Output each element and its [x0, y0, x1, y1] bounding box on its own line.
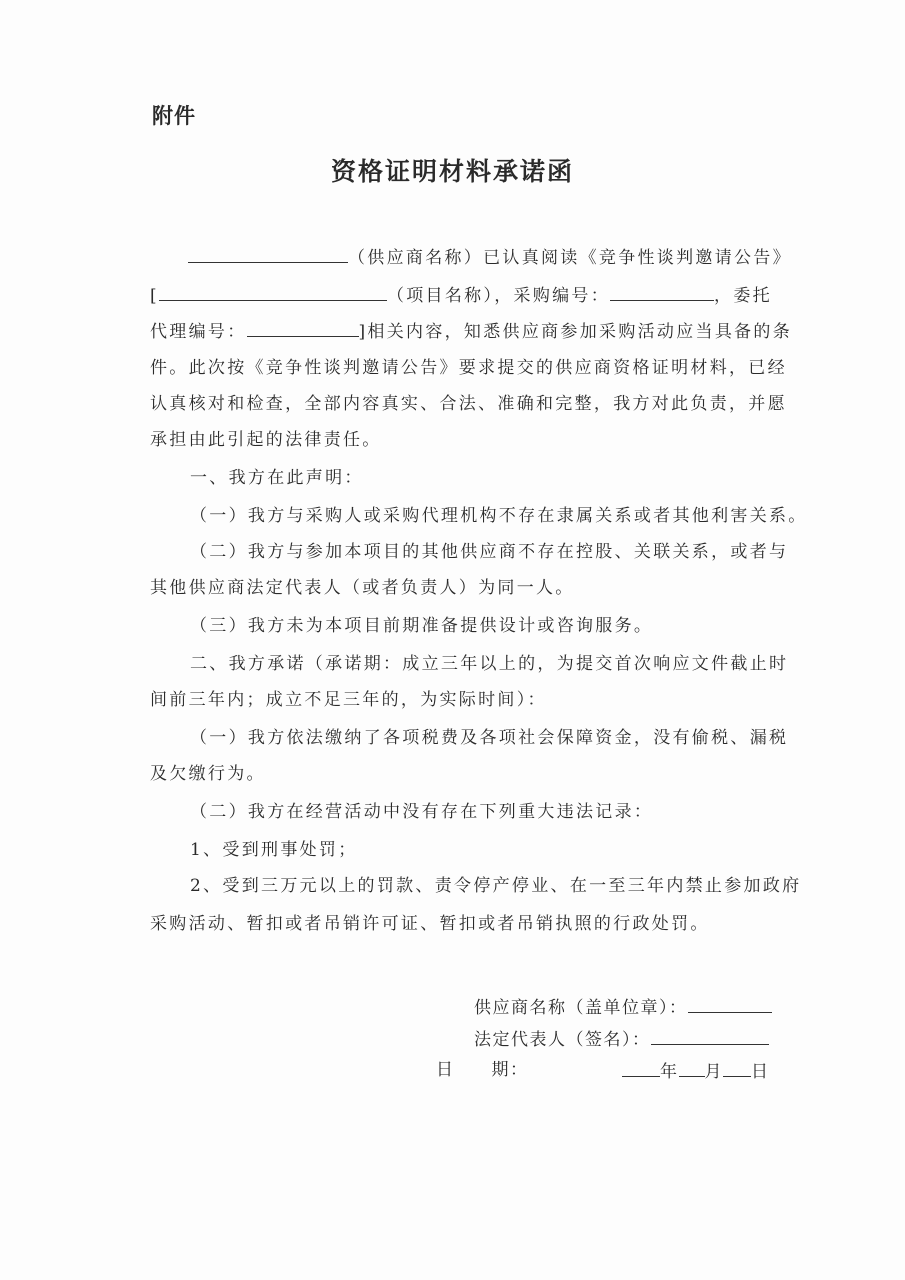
list-item: （一）我方与采购人或采购代理机构不存在隶属关系或者其他利害关系。 [190, 506, 808, 526]
legal-rep-signature-row: 法定代表人（签名）： [474, 1026, 769, 1052]
paragraph-line: （供应商名称）已认真阅读《竞争性谈判邀请公告》 [150, 244, 782, 270]
agency-number-blank[interactable] [247, 318, 359, 337]
paragraph-line: [ （项目名称），采购编号： ，委托 [150, 282, 782, 308]
list-item: （一）我方依法缴纳了各项税费及各项社会保障资金，没有偷税、漏税 [190, 728, 789, 748]
date-row: 日 期： [436, 1060, 529, 1080]
year-blank[interactable] [622, 1058, 660, 1077]
paragraph-line: 承担由此引起的法律责任。 [150, 430, 382, 450]
procurement-number-blank[interactable] [610, 282, 714, 301]
attachment-label: 附件 [152, 104, 196, 128]
list-item: 其他供应商法定代表人（或者负责人）为同一人。 [150, 578, 575, 598]
paragraph-line: 件。此次按《竞争性谈判邀请公告》要求提交的供应商资格证明材料，已经 [150, 358, 787, 378]
supplier-signature-row: 供应商名称（盖单位章）： [474, 994, 772, 1020]
list-item: 1、受到刑事处罚； [190, 840, 358, 860]
list-item: （二）我方在经营活动中没有存在下列重大违法记录： [190, 802, 654, 822]
date-fields: 年 月 日 [622, 1058, 770, 1084]
list-item: 采购活动、暂扣或者吊销许可证、暂扣或者吊销执照的行政处罚。 [150, 914, 710, 934]
paragraph-line: 代理编号： ]相关内容，知悉供应商参加采购活动应当具备的条 [150, 318, 782, 344]
document-title: 资格证明材料承诺函 [330, 157, 574, 186]
day-blank[interactable] [723, 1058, 751, 1077]
supplier-name-blank[interactable] [188, 244, 348, 263]
list-item: 及欠缴行为。 [150, 764, 266, 784]
project-name-blank[interactable] [159, 282, 387, 301]
list-item: （三）我方未为本项目前期准备提供设计或咨询服务。 [190, 616, 654, 636]
section-heading: 一、我方在此声明： [190, 468, 364, 488]
supplier-seal-blank[interactable] [688, 994, 772, 1013]
paragraph-line: 认真核对和检查，全部内容真实、合法、准确和完整，我方对此负责，并愿 [150, 394, 787, 414]
section-heading: 间前三年内；成立不足三年的，为实际时间）： [150, 690, 547, 710]
section-heading: 二、我方承诺（承诺期：成立三年以上的，为提交首次响应文件截止时 [190, 654, 789, 674]
list-item: （二）我方与参加本项目的其他供应商不存在控股、关联关系，或者与 [190, 542, 789, 562]
month-blank[interactable] [679, 1058, 705, 1077]
list-item: 2、受到三万元以上的罚款、责令停产停业、在一至三年内禁止参加政府 [190, 876, 802, 896]
legal-rep-signature-blank[interactable] [651, 1026, 769, 1045]
